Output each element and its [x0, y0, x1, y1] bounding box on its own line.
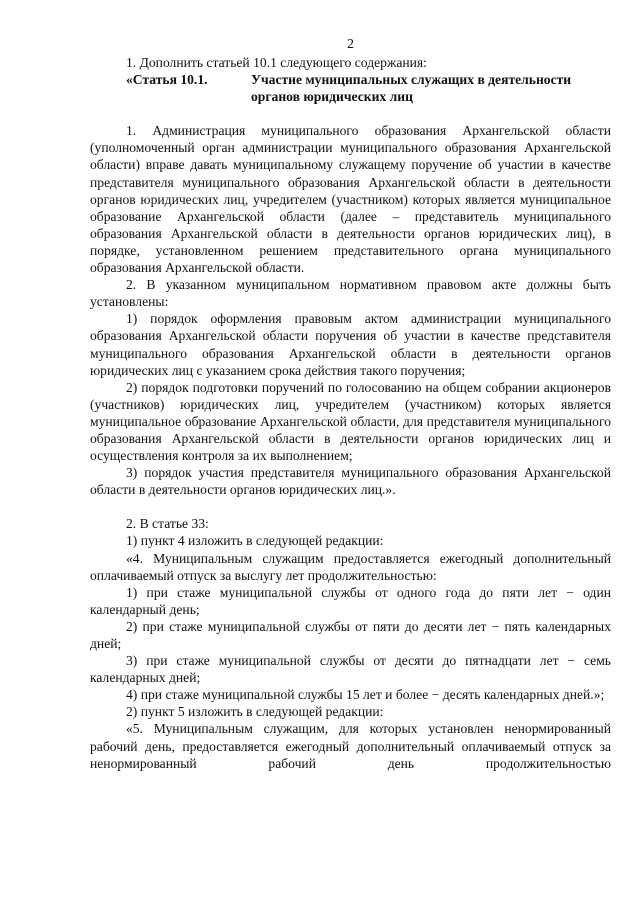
amendment-item-1: 1. Дополнить статьей 10.1 следующего содержания: [126, 55, 427, 70]
clause-4-item-3: 3) при стаже муниципальной службы от десяти до пятнадцати лет − семь календарных дней; [90, 653, 611, 686]
article-paragraph-1: 1. Администрация муниципального образования Архангельской области (уполномоченный орган администрации муниципального образования Архангельской области) вправе давать муниципальному служащему поручение об участии в качестве представителя муниципального образования Архангельской области в деятельности органов юридических лиц, учредителем (участником) которых является муниципальное образование Архангельской области (далее – представитель муниципального образования Архангельской области в деятельности органов юридических лиц), в порядке, установленном решением представительного органа муниципального образования Архангельской области. [90, 123, 611, 276]
article-subitem-2: 2) порядок подготовки поручений по голосованию на общем собрании акционеров (участников) юридических лиц, учредителем (участником) которых является муниципальное образование Архангельской области, для представителя муниципального образования Архангельской области в деятельности органов юридических лиц и осуществления контроля за их выполнением; [90, 379, 611, 464]
article-subitem-1: 1) порядок оформления правовым актом администрации муниципального образования Архангельской области поручения об участии в качестве представителя муниципального образования Архангельской области в деятельности органов юридических лиц с указанием срока действия такого поручения; [90, 311, 611, 378]
amendment-subitem-1: 1) пункт 4 изложить в следующей редакции: [126, 533, 384, 549]
article-subitem-3: 3) порядок участия представителя муниципального образования Архангельской области в деятельности органов юридических лиц.». [90, 465, 611, 498]
page-number: 2 [347, 37, 354, 52]
clause-4-item-2: 2) при стаже муниципальной службы от пяти до десяти лет − пять календарных дней; [90, 618, 611, 651]
spacer [90, 105, 611, 122]
spacer [90, 498, 611, 515]
article-paragraph-2: 2. В указанном муниципальном нормативном правовом акте должны быть установлены: [90, 277, 611, 310]
clause-4-item-1: 1) при стаже муниципальной службы от одного года до пяти лет − один календарный день; [90, 584, 611, 617]
article-heading [126, 71, 611, 105]
amendment-item-2: 2. В статье 33: [126, 516, 209, 532]
clause-5-text: «5. Муниципальным служащим, для которых установлен ненормированный рабочий день, предоставляется ежегодный дополнительный оплачиваемый отпуск за ненормированный рабочий день продолжительностью [90, 721, 611, 771]
document-page [90, 36, 611, 772]
amendment-subitem-2: 2) пункт 5 изложить в следующей редакции: [126, 704, 384, 720]
article-number: «Статья 10.1. [126, 72, 208, 88]
clause-4-text: «4. Муниципальным служащим предоставляется ежегодный дополнительный оплачиваемый отпуск за выслугу лет продолжительностью: [90, 550, 611, 583]
clause-4-item-4: 4) при стаже муниципальной службы 15 лет и более − десять календарных дней.»; [126, 687, 605, 703]
article-title: Участие муниципальных служащих в деятельности органов юридических лиц [251, 72, 572, 105]
